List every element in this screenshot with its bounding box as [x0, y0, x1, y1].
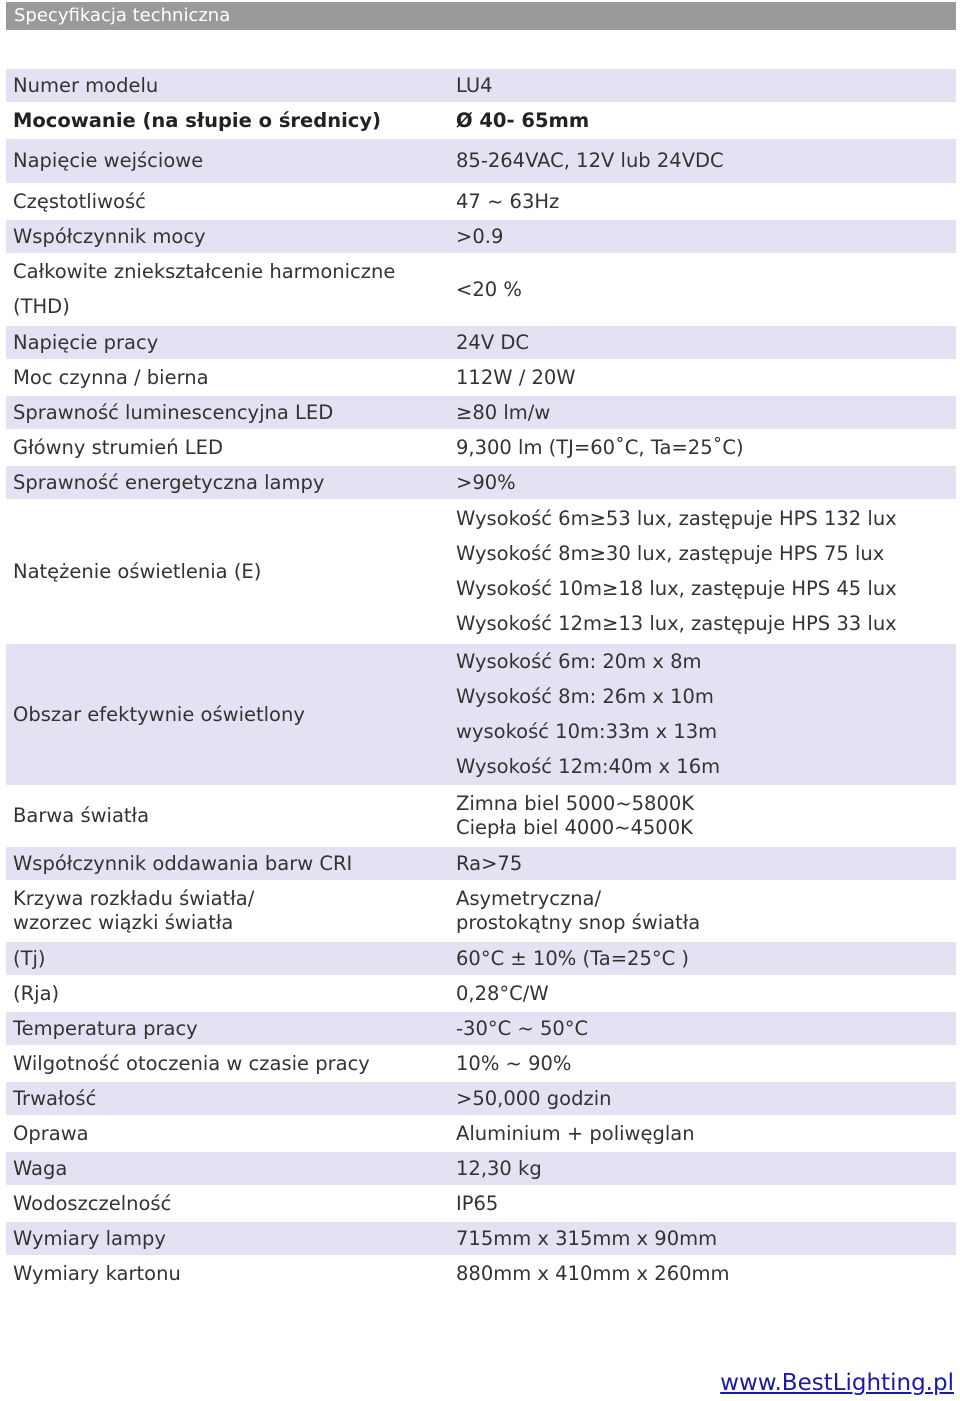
spec-label: [13, 1187, 443, 1220]
spec-value-line: 12,30 kg: [456, 1156, 542, 1180]
spec-row: [6, 1012, 956, 1047]
spec-label-line: Wymiary kartonu: [13, 1261, 181, 1285]
spec-label-line: (Tj): [13, 946, 46, 970]
spec-label-line: Waga: [13, 1156, 68, 1180]
spec-value: [456, 466, 956, 499]
spec-label: [13, 1117, 443, 1150]
spec-value-line: 60°C ± 10% (Ta=25°C ): [456, 946, 690, 970]
spec-value-line: 112W / 20W: [456, 365, 576, 389]
spec-value-line: Aluminium + poliwęglan: [456, 1121, 695, 1145]
spec-label-line: Główny strumień LED: [13, 435, 223, 459]
spec-row: [6, 977, 956, 1012]
spec-value-line: 880mm x 410mm x 260mm: [456, 1261, 730, 1285]
spec-label: [13, 361, 443, 394]
spec-row: [6, 501, 956, 644]
spec-value: [456, 882, 956, 940]
spec-value-line: <20 %: [456, 277, 522, 301]
section-title: Specyfikacja techniczna: [14, 5, 231, 26]
spec-label: [13, 69, 443, 102]
spec-label: [13, 185, 443, 218]
spec-label: [13, 1257, 443, 1290]
spec-row: [6, 104, 956, 139]
website-link[interactable]: www.BestLighting.pl: [720, 1370, 954, 1396]
spec-value: [456, 501, 956, 642]
spec-value: [456, 139, 956, 183]
spec-label-line: Sprawność luminescencyjna LED: [13, 400, 334, 424]
spec-value-line: >90%: [456, 470, 516, 494]
spec-value: [456, 942, 956, 975]
spec-row: [6, 361, 956, 396]
spec-row: [6, 1082, 956, 1117]
spec-label: [13, 466, 443, 499]
spec-table: [6, 69, 956, 1292]
spec-value-line: Ra>75: [456, 851, 523, 875]
spec-value: [456, 1152, 956, 1185]
spec-value-line: Wysokość 8m≥30 lux, zastępuje HPS 75 lux: [456, 541, 885, 565]
spec-label: [13, 1012, 443, 1045]
spec-value-line: Wysokość 6m≥53 lux, zastępuje HPS 132 lux: [456, 506, 897, 530]
spec-label-line: Sprawność energetyczna lampy: [13, 470, 325, 494]
spec-value-line: Wysokość 10m≥18 lux, zastępuje HPS 45 lux: [456, 577, 897, 601]
spec-label-line: Numer modelu: [13, 73, 159, 97]
spec-row: [6, 1222, 956, 1257]
spec-value: [456, 396, 956, 429]
spec-value: [456, 1012, 956, 1045]
spec-label: [13, 104, 443, 137]
spec-value-line: Asymetryczna/: [456, 887, 602, 910]
spec-label-line: Obszar efektywnie oświetlony: [13, 702, 305, 726]
spec-value-line: >50,000 godzin: [456, 1086, 612, 1110]
spec-label: [13, 644, 443, 785]
spec-value-line: Wysokość 6m: 20m x 8m: [456, 649, 702, 673]
spec-row: [6, 1187, 956, 1222]
spec-row: [6, 1117, 956, 1152]
spec-label-line: Wodoszczelność: [13, 1191, 172, 1215]
spec-label-line: Barwa światła: [13, 804, 150, 827]
spec-value-line: Zimna biel 5000~5800K: [456, 792, 695, 815]
spec-label-line: Wymiary lampy: [13, 1226, 166, 1250]
spec-value-line: 47 ~ 63Hz: [456, 189, 560, 213]
spec-value: [456, 185, 956, 218]
spec-label: [13, 255, 443, 324]
spec-value-line: ≥80 lm/w: [456, 400, 551, 424]
spec-row: [6, 1257, 956, 1292]
spec-value: [456, 431, 956, 464]
spec-row: [6, 396, 956, 431]
spec-row: [6, 644, 956, 787]
spec-row: [6, 847, 956, 882]
spec-value: [456, 1222, 956, 1255]
spec-value: [456, 1082, 956, 1115]
spec-label: [13, 787, 443, 845]
spec-row: [6, 139, 956, 185]
spec-label: [13, 139, 443, 183]
spec-label: [13, 847, 443, 880]
spec-label-line: Napięcie pracy: [13, 330, 159, 354]
spec-label-line: Wilgotność otoczenia w czasie pracy: [13, 1051, 370, 1075]
spec-label-line: Całkowite zniekształcenie harmoniczne: [13, 260, 396, 284]
spec-row: [6, 882, 956, 942]
spec-row: [6, 431, 956, 466]
spec-value-line: wysokość 10m:33m x 13m: [456, 720, 718, 744]
spec-label: [13, 501, 443, 642]
spec-value-line: 24V DC: [456, 330, 529, 354]
spec-label-line: Współczynnik mocy: [13, 224, 206, 248]
spec-row: [6, 1047, 956, 1082]
spec-value-line: 10% ~ 90%: [456, 1051, 572, 1075]
spec-label-line: (THD): [13, 294, 70, 318]
spec-label-line: Oprawa: [13, 1121, 89, 1145]
spec-label: [13, 1152, 443, 1185]
spec-value: [456, 1117, 956, 1150]
spec-value-line: IP65: [456, 1191, 499, 1215]
spec-row: [6, 942, 956, 977]
spec-value: [456, 1187, 956, 1220]
spec-label-line: Napięcie wejściowe: [13, 149, 204, 172]
spec-label-line: Moc czynna / bierna: [13, 365, 209, 389]
spec-label-line: Współczynnik oddawania barw CRI: [13, 851, 353, 875]
spec-value: [456, 1257, 956, 1290]
section-header: [6, 2, 956, 30]
spec-value: [456, 220, 956, 253]
spec-label: [13, 977, 443, 1010]
spec-value-line: 9,300 lm (TJ=60˚C, Ta=25˚C): [456, 435, 744, 459]
spec-label: [13, 942, 443, 975]
spec-value-line: 85-264VAC, 12V lub 24VDC: [456, 149, 724, 172]
spec-value: [456, 1047, 956, 1080]
spec-value-line: prostokątny snop światła: [456, 911, 701, 934]
spec-row: [6, 466, 956, 501]
spec-value: [456, 977, 956, 1010]
spec-row: [6, 69, 956, 104]
spec-value-line: 715mm x 315mm x 90mm: [456, 1226, 718, 1250]
spec-row: [6, 220, 956, 255]
spec-label-line: Natężenie oświetlenia (E): [13, 559, 262, 583]
spec-label: [13, 220, 443, 253]
spec-value-line: 0,28°C/W: [456, 981, 549, 1005]
spec-value-line: Wysokość 12m:40m x 16m: [456, 755, 721, 779]
spec-row: [6, 1152, 956, 1187]
spec-value-line: Wysokość 12m≥13 lux, zastępuje HPS 33 lux: [456, 612, 897, 636]
spec-value-line: Ø 40- 65mm: [456, 108, 590, 132]
spec-value: [456, 326, 956, 359]
spec-value: [456, 644, 956, 785]
spec-value: [456, 787, 956, 845]
spec-value-line: Ciepła biel 4000~4500K: [456, 816, 693, 839]
spec-label-line: Krzywa rozkładu światła/: [13, 887, 255, 910]
spec-value: [456, 361, 956, 394]
spec-label: [13, 431, 443, 464]
spec-label-line: Częstotliwość: [13, 189, 146, 213]
spec-value-line: -30°C ~ 50°C: [456, 1016, 589, 1040]
spec-label-line: (Rja): [13, 981, 60, 1005]
spec-value-line: Wysokość 8m: 26m x 10m: [456, 684, 714, 708]
spec-label-line: Mocowanie (na słupie o średnicy): [13, 108, 381, 132]
spec-value: [456, 255, 956, 324]
spec-row: [6, 787, 956, 847]
spec-label: [13, 1047, 443, 1080]
spec-row: [6, 185, 956, 220]
spec-row: [6, 255, 956, 326]
spec-value: [456, 847, 956, 880]
spec-label: [13, 882, 443, 940]
spec-row: [6, 326, 956, 361]
spec-label: [13, 1082, 443, 1115]
spec-value-line: LU4: [456, 73, 493, 97]
spec-label-line: Trwałość: [13, 1086, 97, 1110]
spec-label: [13, 396, 443, 429]
spec-label-line: Temperatura pracy: [13, 1016, 198, 1040]
spec-value: [456, 69, 956, 102]
spec-label: [13, 326, 443, 359]
spec-label-line: wzorzec wiązki światła: [13, 911, 234, 934]
spec-label: [13, 1222, 443, 1255]
spec-value: [456, 104, 956, 137]
spec-value-line: >0.9: [456, 224, 504, 248]
